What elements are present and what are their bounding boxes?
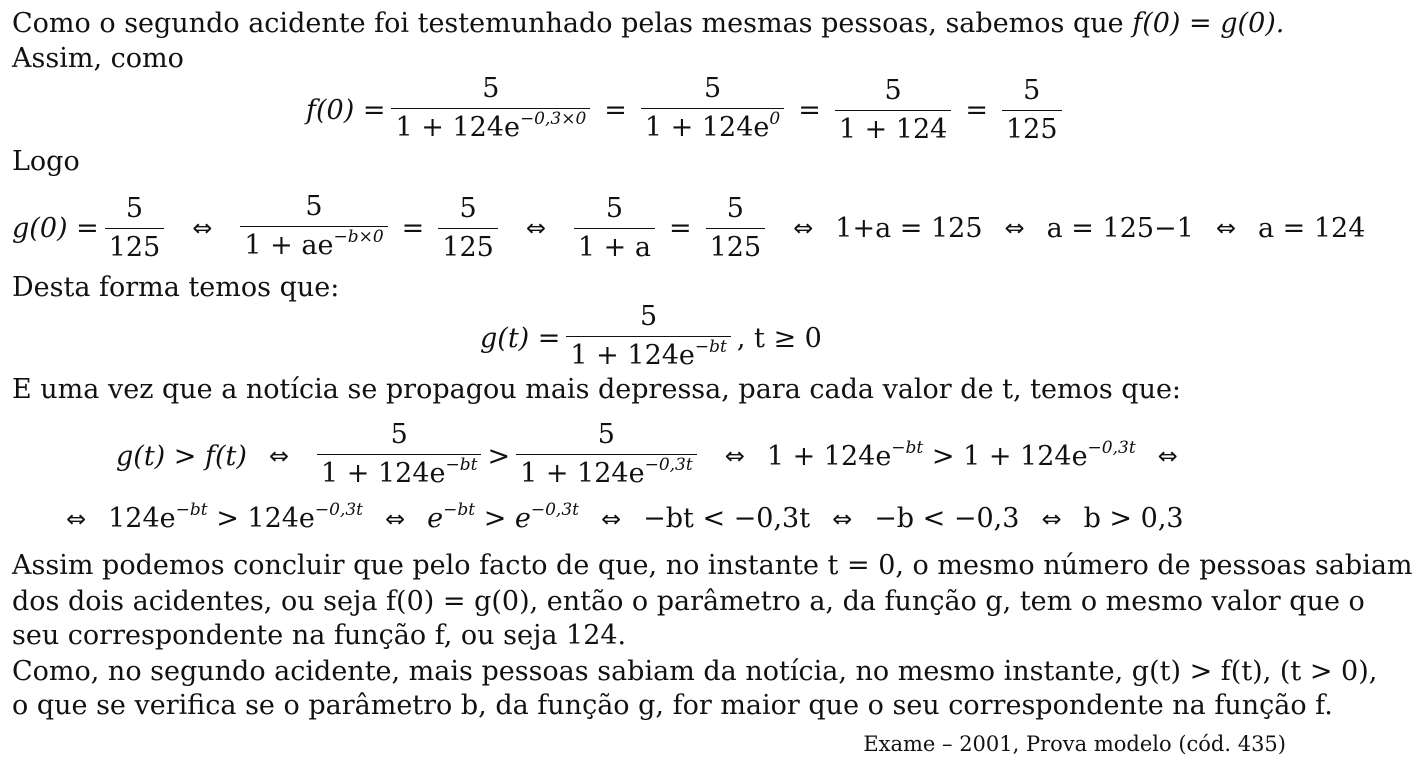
eq1-fraction-1 bbox=[391, 72, 590, 148]
eq1-f3-num: 5 bbox=[884, 74, 902, 106]
eq2-iff-4: ⇔ bbox=[1004, 214, 1025, 242]
eq2-equals-2: = bbox=[669, 212, 692, 244]
eq2-step-3: a = 124 bbox=[1257, 212, 1366, 244]
eq3-fraction: $\frac{5}{1 + 124e^{-bt}}$ bbox=[566, 300, 730, 376]
paragraph-conclusion-1: Assim podemos concluir que pelo facto de que, no instante t = 0, o mesmo número de pessoas sabiam bbox=[12, 550, 1413, 581]
eq1-f1-num: 5 bbox=[482, 73, 500, 104]
eq5-step-b: $e^{-bt} > e^{-0,3t}$ bbox=[427, 500, 579, 534]
equation-inequality-1: g(t) > f(t) ⇔ $\frac{5}{1 + 124e^{-bt}}$ > $\frac{5}{1 + 124e^{-0,3t}}$ ⇔ $1 + 124e^{-bt} > 1 + 124e^{-0,3t}$ ⇔ bbox=[116, 418, 1200, 494]
equation-inequality-2: ⇔ $124e^{-bt} > 124e^{-0,3t}$ ⇔ $e^{-bt} > e^{-0,3t}$ ⇔ −bt < −0,3t ⇔ −b < −0,3 ⇔ b > 0,3 bbox=[66, 500, 1184, 534]
eq5-step-a: $124e^{-bt} > 124e^{-0,3t}$ bbox=[108, 500, 364, 534]
paragraph-conclusion-4: Como, no segundo acidente, mais pessoas sabiam da notícia, no mesmo instante, g(t) > f(t), (t > 0), bbox=[12, 656, 1378, 687]
paragraph-intro bbox=[12, 8, 1284, 40]
eq1-fraction-2 bbox=[641, 72, 784, 148]
eq1-lhs: f(0) = bbox=[306, 94, 386, 126]
eq2-step-2: a = 125−1 bbox=[1046, 212, 1194, 244]
eq1-f3-den: 1 + 124 bbox=[835, 110, 952, 147]
paragraph-conclusion-3: seu correspondente na função f, ou seja 124. bbox=[12, 620, 627, 651]
paragraph-logo: Logo bbox=[12, 146, 80, 177]
paragraph-conclusion-5: o que se verifica se o parâmetro b, da função g, for maior que o seu correspondente na função f. bbox=[12, 690, 1333, 721]
paragraph-propagou: E uma vez que a notícia se propagou mais depressa, para cada valor de t, temos que: bbox=[12, 374, 1182, 405]
eq1-f1-den: $1 + 124e^{-0,3\times 0}$ bbox=[391, 108, 590, 148]
eq4-step: $1 + 124e^{-bt} > 1 + 124e^{-0,3t}$ bbox=[766, 437, 1136, 472]
eq2-equals-1: = bbox=[401, 212, 425, 244]
eq5-step-e: b > 0,3 bbox=[1083, 503, 1184, 534]
equation-g0 bbox=[12, 190, 1365, 266]
eq2-fraction-e: $\frac{5}{125}$ bbox=[706, 192, 766, 265]
eq1-fraction-4 bbox=[1002, 74, 1062, 147]
eq2-step-1: 1+a = 125 bbox=[835, 212, 983, 244]
eq5-step-d: −b < −0,3 bbox=[874, 503, 1020, 534]
eq2-fraction-d: $\frac{5}{1 + a}$ bbox=[574, 192, 655, 265]
eq2-lhs: g(0) = bbox=[12, 212, 99, 244]
eq2-iff-1: ⇔ bbox=[192, 214, 213, 242]
eq1-fraction-3 bbox=[835, 74, 952, 147]
equation-f0 bbox=[306, 72, 1068, 148]
eq5-step-c: −bt < −0,3t bbox=[643, 503, 811, 534]
eq2-fraction-b: $\frac{5}{1 + ae^{-b\times 0}}$ bbox=[240, 190, 387, 266]
intro-math: f(0) = g(0). bbox=[1132, 8, 1285, 39]
eq2-fraction-c: $\frac{5}{125}$ bbox=[438, 192, 498, 265]
eq3-lhs: g(t) = bbox=[480, 322, 561, 354]
eq1-f2-num: 5 bbox=[703, 73, 722, 104]
paragraph-desta-forma: Desta forma temos que: bbox=[12, 272, 340, 303]
intro-text: Como o segundo acidente foi testemunhado pelas mesmas pessoas, sabemos que bbox=[12, 8, 1124, 39]
eq2-iff-2: ⇔ bbox=[525, 214, 546, 242]
eq3-condition: , t ≥ 0 bbox=[736, 322, 822, 354]
eq4-lhs: g(t) > f(t) bbox=[116, 440, 247, 472]
eq2-iff-5: ⇔ bbox=[1215, 214, 1236, 242]
paragraph-conclusion-2: dos dois acidentes, ou seja f(0) = g(0), então o parâmetro a, da função g, tem o mesmo valor que o bbox=[12, 586, 1365, 617]
eq4-fraction-a: $\frac{5}{1 + 124e^{-bt}}$ bbox=[317, 418, 481, 494]
eq1-equals-3: = bbox=[965, 94, 988, 126]
paragraph-assim: Assim, como bbox=[12, 43, 184, 74]
eq1-equals-1: = bbox=[604, 94, 627, 126]
eq1-f4-num: 5 bbox=[1023, 74, 1041, 106]
eq4-fraction-b: $\frac{5}{1 + 124e^{-0,3t}}$ bbox=[516, 418, 697, 494]
eq1-f2-den: $1 + 124e^0$ bbox=[641, 108, 784, 148]
source-citation: Exame – 2001, Prova modelo (cód. 435) bbox=[863, 732, 1286, 756]
eq2-iff-3: ⇔ bbox=[793, 214, 814, 242]
eq2-fraction-a: $\frac{5}{125}$ bbox=[105, 192, 165, 265]
eq1-equals-2: = bbox=[798, 94, 821, 126]
eq1-f4-den: 125 bbox=[1002, 110, 1062, 147]
equation-gt bbox=[480, 300, 822, 376]
